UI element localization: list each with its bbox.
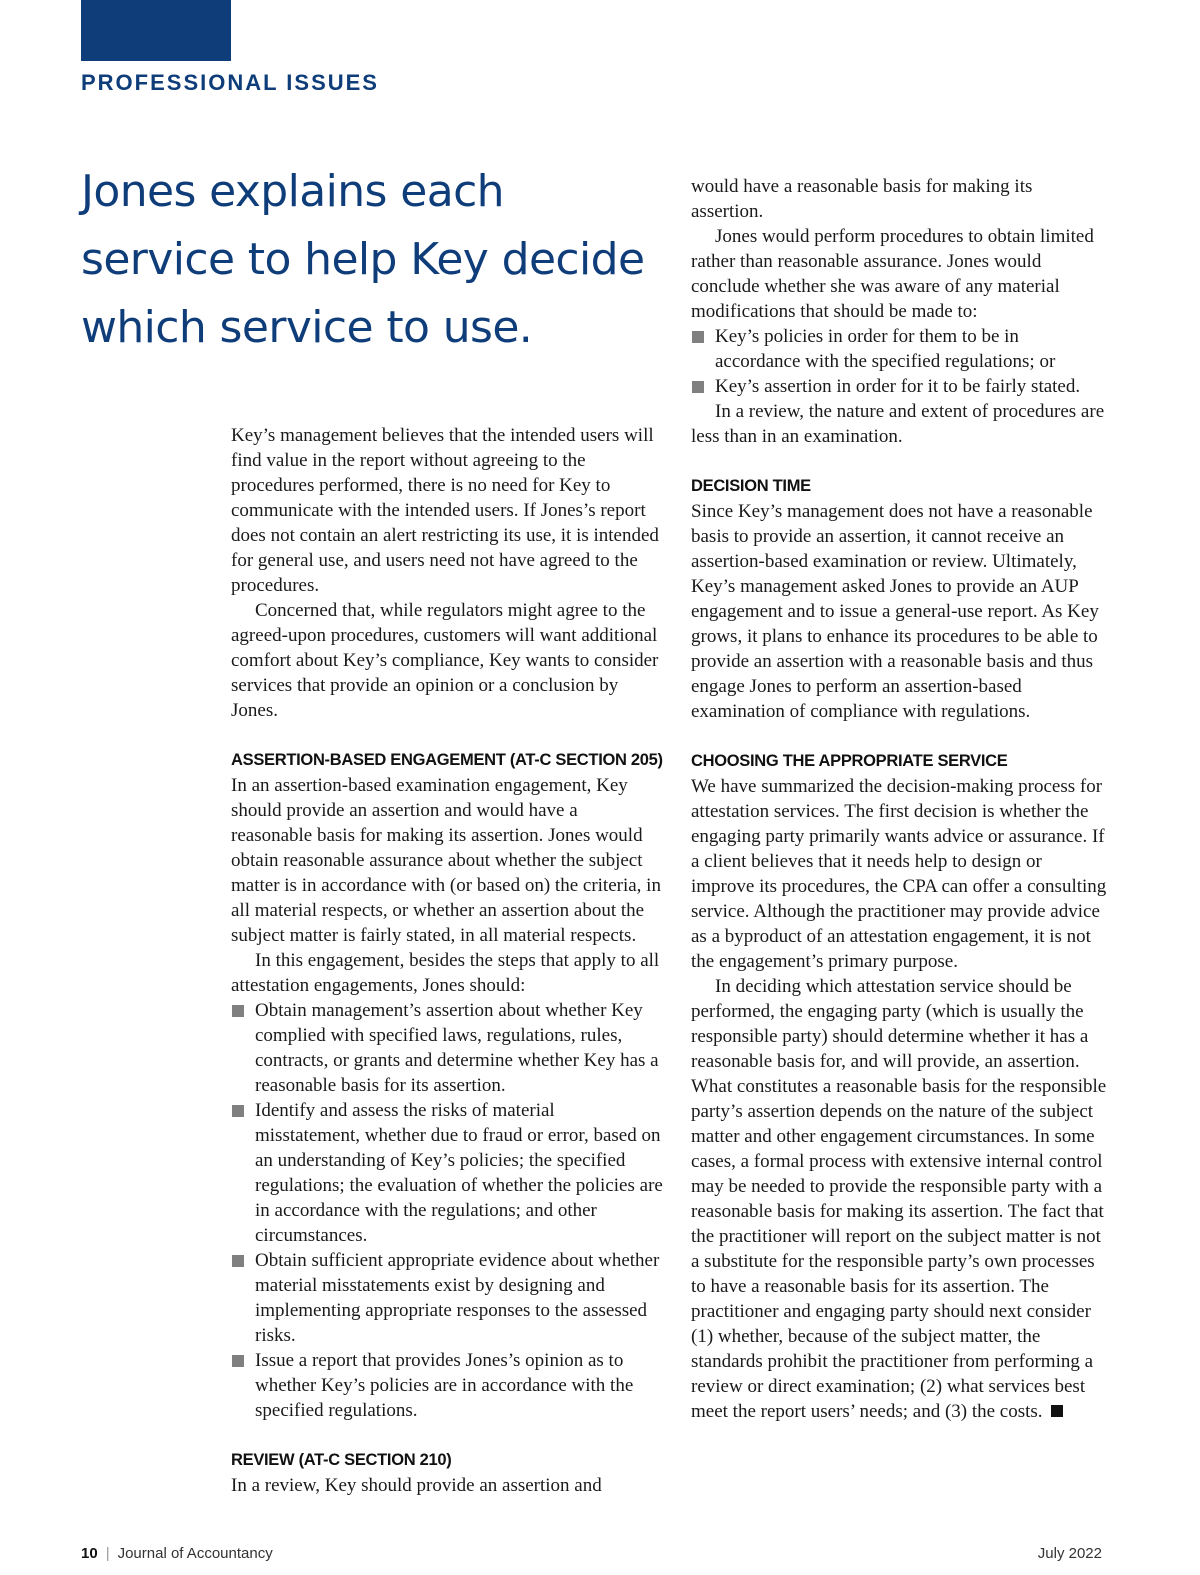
publication-name: Journal of Accountancy: [117, 1545, 273, 1562]
paragraph: In a review, the nature and extent of procedures are less than in an examination.: [691, 401, 1105, 447]
section-heading-review: REVIEW (AT-C SECTION 210): [231, 1451, 452, 1469]
paragraph-final: [691, 974, 1109, 1424]
list-item-text: Key’s policies in order for them to be in accordance with the specified regulations; or: [715, 326, 1056, 372]
list-item: [231, 1098, 663, 1248]
header-accent-bar: [81, 0, 231, 61]
paragraph: Concerned that, while regulators might agree to the agreed-upon procedures, customers will want additional comfort about Key’s compliance, Key wants to consider services that provide an opinion or a conclusion by Jones.: [231, 600, 659, 721]
end-of-article-icon: [1051, 1405, 1063, 1417]
square-bullet-icon: [232, 1105, 244, 1117]
square-bullet-icon: [232, 1005, 244, 1017]
section-label: PROFESSIONAL ISSUES: [81, 70, 379, 95]
list-item-text: Key’s assertion in order for it to be fairly stated.: [715, 376, 1081, 397]
pull-quote: Jones explains each service to help Key decide which service to use.: [81, 166, 645, 353]
paragraph: In a review, Key should provide an assertion and: [231, 1475, 602, 1496]
page-number: 10: [81, 1545, 98, 1562]
list-item-text: Obtain sufficient appropriate evidence about whether material misstatements exist by designing and implementing appropriate responses to the assessed risks.: [255, 1250, 660, 1346]
list-item: [691, 374, 1109, 399]
list-item-text: Identify and assess the risks of material misstatement, whether due to fraud or error, based on an understanding of Key’s policies; the specified regulations; the evaluation of whether the policies are in accordance with the regulations; and other circumstances.: [255, 1100, 663, 1246]
list-item-text: Obtain management’s assertion about whether Key complied with specified laws, regulations, rules, contracts, or grants and determine whether Key has a reasonable basis for its assertion.: [255, 1000, 659, 1096]
square-bullet-icon: [692, 381, 704, 393]
paragraph: Key’s management believes that the intended users will find value in the report without agreeing to the procedures performed, there is no need for Key to communicate with the intended users. If Jones’s report does not contain an alert restricting its use, it is intended for general use, and users need not have agreed to the procedures.: [231, 425, 659, 596]
page-footer: [81, 1545, 1102, 1562]
footer-separator: |: [105, 1545, 110, 1562]
bullet-list: [691, 324, 1109, 399]
list-item: [691, 324, 1109, 374]
list-item: [231, 1348, 663, 1423]
list-item: [231, 1248, 663, 1348]
paragraph: Jones would perform procedures to obtain limited rather than reasonable assurance. Jones would conclude whether she was aware of any material modifications that should be made to:: [691, 226, 1094, 322]
paragraph: In this engagement, besides the steps that apply to all attestation engagements, Jones should:: [231, 950, 660, 996]
paragraph: would have a reasonable basis for making its assertion.: [691, 176, 1033, 222]
square-bullet-icon: [692, 331, 704, 343]
list-item-text: Issue a report that provides Jones’s opinion as to whether Key’s policies are in accordance with the specified regulations.: [255, 1350, 634, 1421]
left-column: [231, 423, 663, 1498]
paragraph: We have summarized the decision-making process for attestation services. The first decision is whether the engaging party primarily wants advice or assurance. If a client believes that it needs help to design or improve its procedures, the CPA can offer a consulting service. Although the practitioner may provide advice as a byproduct of an attestation engagement, it is not the engagement’s primary purpose.: [691, 776, 1107, 972]
paragraph: In an assertion-based examination engagement, Key should provide an assertion and would have a reasonable basis for making its assertion. Jones would obtain reasonable assurance about whether the subject matter is in accordance with (or based on) the criteria, in all material respects, or whether an assertion about the subject matter is fairly stated, in all material respects.: [231, 775, 661, 946]
bullet-list: [231, 998, 663, 1423]
square-bullet-icon: [232, 1255, 244, 1267]
paragraph-text: In deciding which attestation service should be performed, the engaging party (which is usually the responsible party) should determine whether it has a reasonable basis for, and will provide, an assertion. What constitutes a reasonable basis for the responsible party’s assertion depends on the nature of the subject matter and other engagement circumstances. In some cases, a formal process with extensive internal control may be needed to provide the responsible party with a reasonable basis for making its assertion. The fact that the practitioner will report on the subject matter is not a substitute for the responsible party’s own processes to have a reasonable basis for its assertion. The practitioner and engaging party should next consider (1) whether, because of the subject matter, the standards prohibit the practitioner from performing a review or direct examination; (2) what services best meet the report users’ needs; and (3) the costs.: [691, 976, 1107, 1422]
square-bullet-icon: [232, 1355, 244, 1367]
section-heading-assertion: ASSERTION-BASED ENGAGEMENT (AT-C SECTION 205): [231, 751, 663, 769]
list-item: [231, 998, 663, 1098]
section-heading-choosing: CHOOSING THE APPROPRIATE SERVICE: [691, 752, 1008, 770]
paragraph: Since Key’s management does not have a reasonable basis to provide an assertion, it cannot receive an assertion-based examination or review. Ultimately, Key’s management asked Jones to provide an AUP engagement and to issue a general-use report. As Key grows, it plans to enhance its procedures to be able to provide an assertion with a reasonable basis and thus engage Jones to perform an assertion-based examination of compliance with regulations.: [691, 501, 1099, 722]
issue-date: July 2022: [1037, 1545, 1102, 1562]
right-column: [691, 174, 1109, 1424]
section-heading-decision: DECISION TIME: [691, 477, 811, 495]
